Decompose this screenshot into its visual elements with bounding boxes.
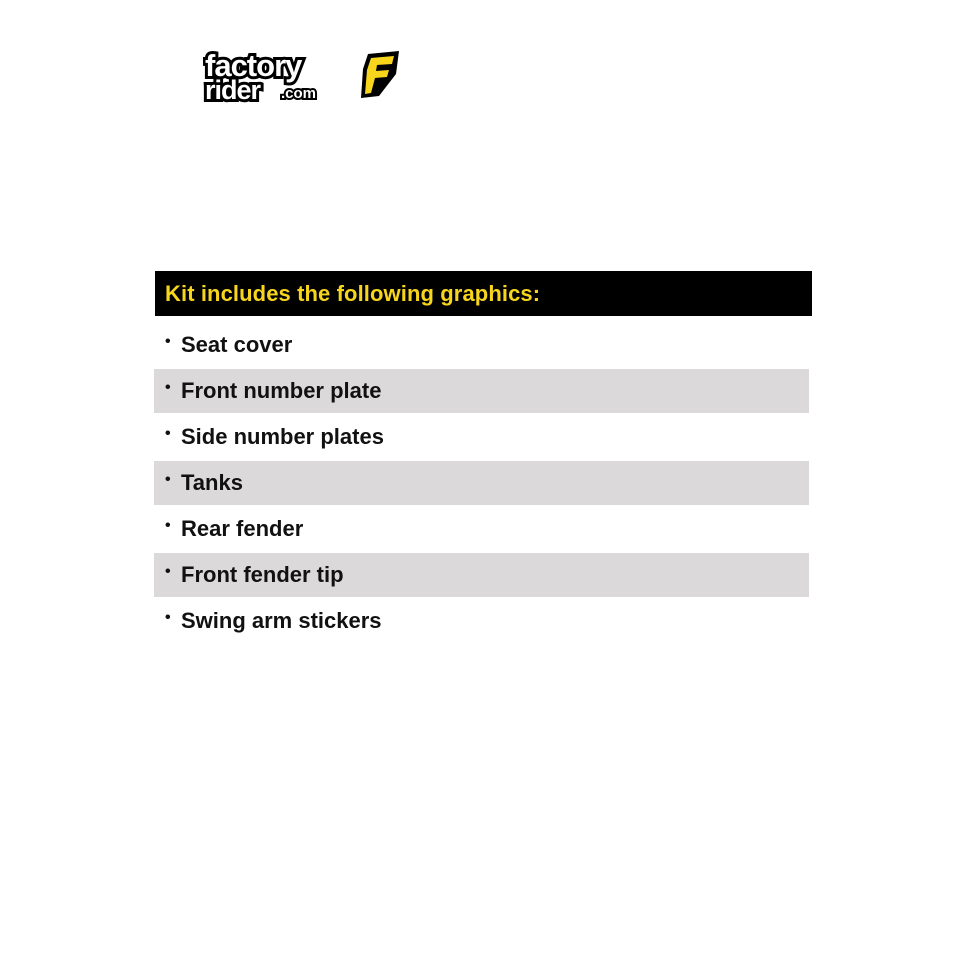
list-item [154, 369, 809, 413]
logo-graphic [203, 44, 403, 104]
list-item-label: Swing arm stickers [181, 608, 382, 633]
bullet-icon: • [165, 379, 171, 396]
kit-item-list [155, 323, 812, 643]
list-item-label: Tanks [181, 470, 243, 495]
list-item [154, 415, 809, 459]
bullet-icon: • [165, 333, 171, 350]
bullet-icon: • [165, 609, 171, 626]
bullet-icon: • [165, 563, 171, 580]
bullet-icon: • [165, 471, 171, 488]
list-item [154, 599, 809, 643]
kit-contents-panel [155, 271, 812, 645]
logo-line1: factory [205, 48, 302, 83]
list-item [154, 323, 809, 367]
list-item-label: Side number plates [181, 424, 384, 449]
factoryrider-logo [203, 44, 403, 104]
list-item-label: Seat cover [181, 332, 293, 357]
list-item [154, 461, 809, 505]
logo-suffix: .com [281, 85, 317, 102]
bullet-icon: • [165, 517, 171, 534]
list-item [154, 507, 809, 551]
bullet-icon: • [165, 425, 171, 442]
list-item-label: Front fender tip [181, 562, 344, 587]
list-item-label: Front number plate [181, 378, 382, 403]
logo-line2: rider [205, 75, 261, 104]
list-item-label: Rear fender [181, 516, 304, 541]
logo-f-monogram-icon [361, 51, 399, 98]
kit-header-title: Kit includes the following graphics: [165, 280, 541, 306]
kit-header [155, 271, 812, 316]
list-item [154, 553, 809, 597]
